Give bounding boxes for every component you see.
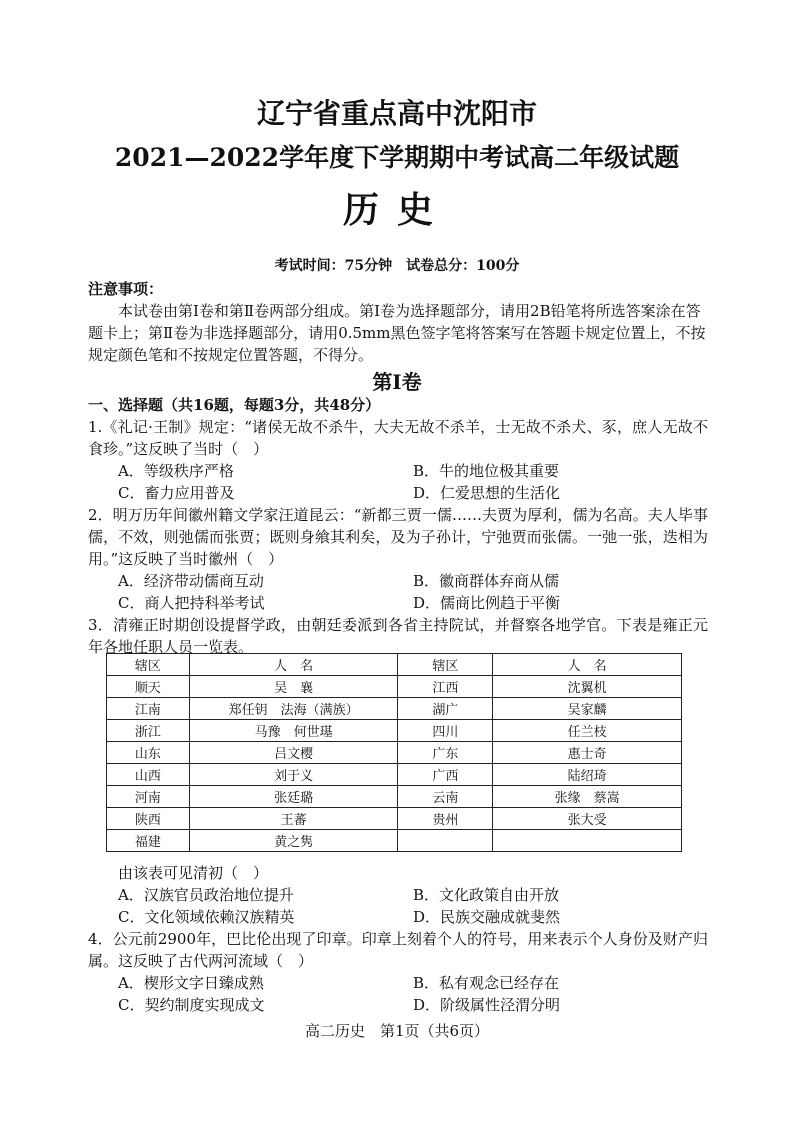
table-cell: 湖广 <box>398 698 493 720</box>
table-header: 辖区 <box>107 654 190 676</box>
table-cell: 四川 <box>398 720 493 742</box>
question-2-options <box>118 570 708 614</box>
table-cell: 山东 <box>107 742 190 764</box>
table-cell: 吕文樱 <box>189 742 398 764</box>
subject-title: 历史 <box>342 189 451 231</box>
table-cell: 吴家麟 <box>493 698 682 720</box>
question-3-options <box>118 884 708 928</box>
table-cell: 惠士奇 <box>493 742 682 764</box>
table-header: 人 名 <box>189 654 398 676</box>
table-row <box>107 698 682 720</box>
option: C．畜力应用普及 <box>118 484 235 502</box>
option: A．等级秩序严格 <box>118 462 234 480</box>
option: A．汉族官员政治地位提升 <box>118 886 294 904</box>
part-title: 一、选择题（共16题，每题3分，共48分） <box>88 396 381 414</box>
option: D．仁爱思想的生活化 <box>413 484 561 502</box>
table-cell <box>398 830 493 852</box>
table-cell: 福建 <box>107 830 190 852</box>
option: A．楔形文字日臻成熟 <box>118 974 264 992</box>
option: C．契约制度实现成文 <box>118 996 265 1014</box>
table-cell: 吴 襄 <box>189 676 398 698</box>
table-cell: 王蕃 <box>189 808 398 830</box>
school-title: 辽宁省重点高中沈阳市 <box>256 97 537 130</box>
exam-title: 2021—2022学年度下学期期中考试高二年级试题 <box>114 143 680 172</box>
table-cell: 河南 <box>107 786 190 808</box>
table-cell: 陆绍琦 <box>493 764 682 786</box>
table-header: 辖区 <box>398 654 493 676</box>
question-1-options <box>118 460 708 504</box>
option: D．阶级属性泾渭分明 <box>413 996 561 1014</box>
table-cell: 顺天 <box>107 676 190 698</box>
page-footer: 高二历史 第1页（共6页） <box>304 1022 490 1040</box>
table-cell: 广西 <box>398 764 493 786</box>
table-cell: 云南 <box>398 786 493 808</box>
option: B．牛的地位极其重要 <box>413 462 560 480</box>
notice-title: 注意事项： <box>88 280 164 298</box>
table-row <box>107 742 682 764</box>
table-row <box>107 764 682 786</box>
table-cell: 山西 <box>107 764 190 786</box>
table-cell: 刘于义 <box>189 764 398 786</box>
option: C．商人把持科举考试 <box>118 594 265 612</box>
table-cell: 沈翼机 <box>493 676 682 698</box>
question-1-stem: 1.《礼记·王制》规定：“诸侯无故不杀牛，大夫无故不杀羊，士无故不杀犬、豕，庶人无故不食珍。”这反映了当时（ ） <box>88 418 708 458</box>
table-cell: 郑任钥 法海（满族） <box>189 698 398 720</box>
table-cell: 张缘 蔡嵩 <box>493 786 682 808</box>
table-cell: 陕西 <box>107 808 190 830</box>
table-cell: 浙江 <box>107 720 190 742</box>
table-cell: 黄之隽 <box>189 830 398 852</box>
exam-info: 考试时间：75分钟 试卷总分：100分 <box>274 258 520 274</box>
question-4-options <box>118 972 708 1016</box>
option: C．文化领域依赖汉族精英 <box>118 908 295 926</box>
question-3-followup: 由该表可见清初（ ） <box>118 864 269 882</box>
question-3-stem: 3．清雍正时期创设提督学政，由朝廷委派到各省主持院试，并督察各地学官。下表是雍正元年各地任职人员一览表。 <box>88 616 708 656</box>
option: D．儒商比例趋于平衡 <box>413 594 561 612</box>
table-cell: 江南 <box>107 698 190 720</box>
option: B．文化政策自由开放 <box>413 886 560 904</box>
official-table <box>106 653 682 852</box>
table-row <box>107 720 682 742</box>
table-header: 人 名 <box>493 654 682 676</box>
question-4-stem: 4．公元前2900年，巴比伦出现了印章。印章上刻着个人的符号，用来表示个人身份及财产归属。这反映了古代两河流域（ ） <box>88 930 708 970</box>
table-cell: 江西 <box>398 676 493 698</box>
table-row <box>107 786 682 808</box>
table-header-row <box>107 654 682 676</box>
table-row <box>107 830 682 852</box>
table-cell: 广东 <box>398 742 493 764</box>
option: D．民族交融成就斐然 <box>413 908 561 926</box>
table-row <box>107 676 682 698</box>
table-cell: 任兰枝 <box>493 720 682 742</box>
table-cell <box>493 830 682 852</box>
section-title: 第Ⅰ卷 <box>372 370 422 394</box>
table-cell: 张大受 <box>493 808 682 830</box>
option: A．经济带动儒商互动 <box>118 572 264 590</box>
option: B．徽商群体弃商从儒 <box>413 572 560 590</box>
notice-body: 本试卷由第Ⅰ卷和第Ⅱ卷两部分组成。第Ⅰ卷为选择题部分，请用2B铅笔将所选答案涂在答题卡上；第Ⅱ卷为非选择题部分，请用0.5mm黑色签字笔将答案写在答题卡规定位置上，不按规定颜色笔和不按规定位置答题，不得分。 <box>88 302 706 364</box>
table-row <box>107 808 682 830</box>
option: B．私有观念已经存在 <box>413 974 560 992</box>
table-cell: 马豫 何世璂 <box>189 720 398 742</box>
table-cell: 张廷璐 <box>189 786 398 808</box>
table-cell: 贵州 <box>398 808 493 830</box>
question-2-stem: 2．明万历年间徽州籍文学家汪道昆云：“新都三贾一儒……夫贾为厚利，儒为名高。夫人毕事儒，不效，则弛儒而张贾；既则身飨其利矣，及为子孙计，宁弛贾而张儒。一弛一张，迭相为用。”这反映了当时徽州（ ） <box>88 506 708 568</box>
